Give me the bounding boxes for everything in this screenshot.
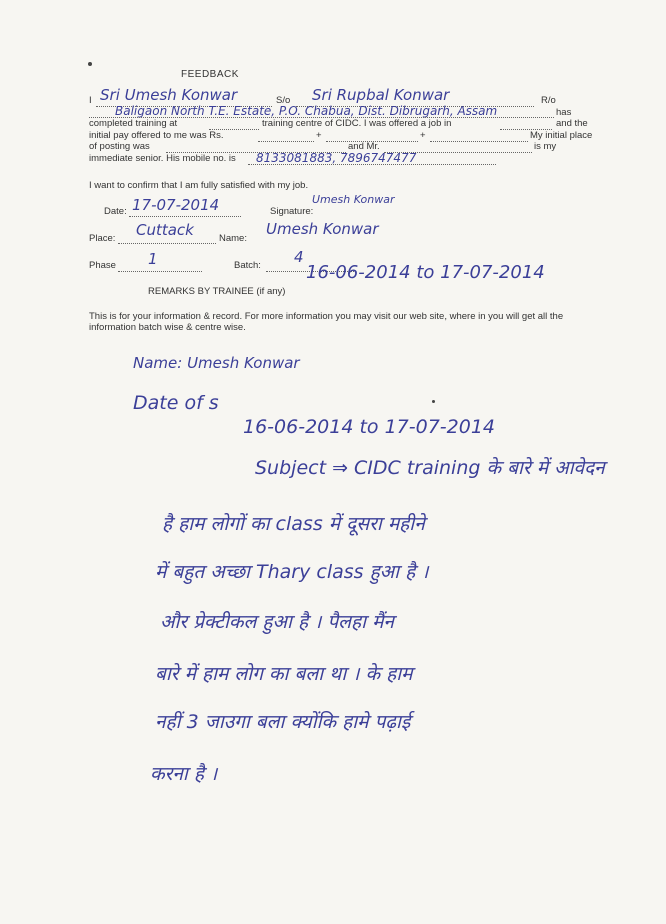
- remarks-label: REMARKS BY TRAINEE (if any): [148, 286, 286, 297]
- is-my-text: is my: [534, 141, 557, 152]
- remarks-body-line4: बारे में हाम लोग का बला था । के हाम: [155, 663, 413, 685]
- name-handwritten: Umesh Konwar: [266, 220, 379, 238]
- initial-pay-text: initial pay offered to me was Rs.: [89, 130, 224, 141]
- remarks-body-line5: नहीं 3 जाउगा बला क्योंकि हामे पढ़ाई: [155, 711, 411, 733]
- date-handwritten: 17-07-2014: [132, 196, 220, 214]
- remarks-name-line: Name: Umesh Konwar: [133, 354, 300, 372]
- date-label: Date:: [104, 206, 127, 217]
- form-title: FEEDBACK: [181, 69, 239, 80]
- has-text: has: [556, 107, 572, 118]
- training-period-handwritten: 16-06-2014 to 17-07-2014: [306, 262, 545, 283]
- batch-handwritten: 4: [294, 248, 304, 266]
- pay-dotted-line-1: [258, 141, 314, 142]
- so-label: S/o: [276, 95, 291, 106]
- trainee-name-handwritten: Sri Umesh Konwar: [100, 86, 238, 104]
- phase-dotted-line: [118, 271, 202, 272]
- date-dotted-line: [129, 216, 241, 217]
- ro-label: R/o: [541, 95, 556, 106]
- address-handwritten: Baligaon North T.E. Estate, P.O. Chabua, Dist. Dibrugarh, Assam: [115, 104, 498, 118]
- remarks-body-line1: है हाम लोगों का class में दूसरा महीने: [162, 513, 425, 535]
- signature-label: Signature:: [270, 206, 314, 217]
- place-dotted-line: [118, 243, 216, 244]
- name-label: Name:: [219, 233, 247, 244]
- posting-was-text: of posting was: [89, 141, 150, 152]
- initial-place-text: My initial place: [530, 130, 593, 141]
- plus-sign-2: +: [420, 130, 426, 141]
- immediate-senior-text: immediate senior. His mobile no. is: [89, 153, 236, 164]
- footer-notice-line1: This is for your information & record. For more information you may visit our web site, where in you will get all the: [89, 311, 564, 322]
- remarks-date-label: Date of s: [133, 392, 219, 414]
- phase-label: Phase: [89, 260, 116, 271]
- mobile-handwritten: 8133081883, 7896747477: [256, 151, 417, 165]
- scan-dot: [432, 400, 435, 403]
- remarks-body-line2: में बहुत अच्छा Thary class हुआ है ।: [155, 561, 429, 583]
- confirm-text: I want to confirm that I am fully satisfied with my job.: [89, 180, 309, 191]
- batch-label: Batch:: [234, 260, 261, 271]
- and-the-text: and the: [556, 118, 588, 129]
- footer-notice-line2: information batch wise & centre wise.: [89, 322, 246, 333]
- remarks-body-line6: करना है ।: [150, 763, 218, 785]
- i-prefix: I: [89, 95, 92, 106]
- remarks-body-line3: और प्रेक्टीकल हुआ है । पैलहा मैंन: [160, 611, 394, 633]
- training-centre-text: training centre of CIDC. I was offered a job in: [262, 118, 452, 129]
- place-handwritten: Cuttack: [136, 221, 194, 239]
- completed-training-text: completed training at: [89, 118, 178, 129]
- scan-dot: [88, 62, 92, 66]
- and-mr-text: and Mr.: [348, 141, 380, 152]
- phase-handwritten: 1: [148, 250, 158, 268]
- signature-handwritten: Umesh Konwar: [312, 193, 395, 206]
- place-label: Place:: [89, 233, 116, 244]
- remarks-date-range: 16-06-2014 to 17-07-2014: [243, 416, 495, 438]
- pay-dotted-line-3: [430, 141, 528, 142]
- remarks-subject-line: Subject ⇒ CIDC training के बारे में आवेदन: [255, 457, 605, 479]
- plus-sign-1: +: [316, 130, 322, 141]
- father-name-handwritten: Sri Rupbal Konwar: [312, 86, 450, 104]
